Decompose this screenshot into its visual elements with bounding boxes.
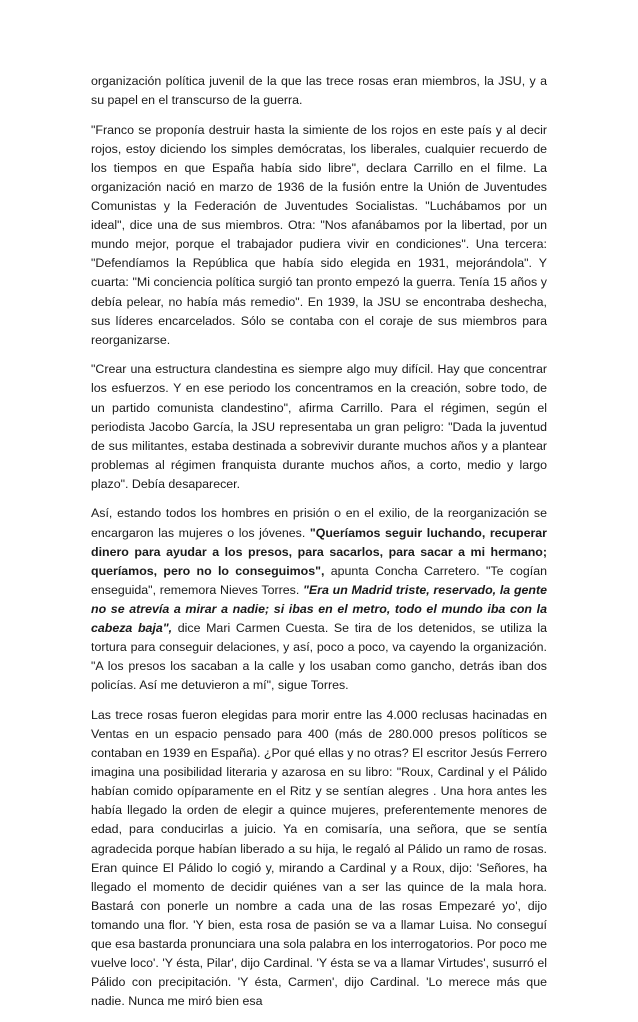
document-body bbox=[91, 72, 547, 1022]
paragraph-4 bbox=[91, 504, 547, 695]
paragraph-text: "Franco se proponía destruir hasta la simiente de los rojos en este país y al decir rojos, estoy diciendo los simples demócratas, los liberales, cualquier recuerdo de los tiempos en que España había sido libre", declara Carrillo en el filme. La organización nació en marzo de 1936 de la fusión entre la Unión de Juventudes Comunistas y la Federación de Juventudes Socialistas. "Luchábamos por un ideal", dice una de sus miembros. Otra: "Nos afanábamos por la libertad, por un mundo mejor, porque el trabajador pudiera vivir en condiciones". Una tercera: "Defendíamos la República que había sido elegida en 1931, mejorándola". Y cuarta: "Mi conciencia política surgió tan pronto empezó la guerra. Tenía 15 años y debía pelear, no había más remedio". En 1939, la JSU se encontraba deshecha, sus líderes encarcelados. Sólo se contaba con el coraje de sus miembros para reorganizarse. bbox=[91, 122, 547, 347]
paragraph-text: Las trece rosas fueron elegidas para morir entre las 4.000 reclusas hacinadas en Ventas en un espacio pensado para 400 (más de 280.000 presos políticos se contaban en 1939 en España). ¿Por qué ellas y no otras? El escritor Jesús Ferrero imagina una posibilidad literaria y azarosa en su libro: "Roux, Cardinal y el Pálido habían comido opíparamente en el Ritz y se sentían alegres . Una hora antes les había llegado la orden de elegir a quince mujeres, preferentemente menores de edad, para conducirlas a juicio. Ya en comisaría, una señora, que se sentía agradecida porque habían liberado a su hija, le regaló al Pálido un ramo de rosas. Eran quince El Pálido lo cogió y, mirando a Cardinal y a Roux, dijo: 'Señores, ha llegado el momento de decidir quiénes van a ser las quince de la mala hora. Bastará con ponerle un nombre a cada una de las rosas Empezaré yo', dijo tomando una flor. 'Y bien, esta rosa de pasión se va a llamar Luisa. No conseguí que esa bastarda pronunciara una sola palabra en los interrogatorios. Por poco me vuelve loco'. 'Y ésta, Pilar', dijo Cardinal. 'Y ésta se va a llamar Virtudes', susurró el Pálido con precipitación. 'Y ésta, Carmen', dijo Cardinal. 'Lo merece más que nadie. Nunca me miró bien esa bbox=[91, 707, 547, 1009]
paragraph-text: "Crear una estructura clandestina es siempre algo muy difícil. Hay que concentrar los esfuerzos. Y en ese periodo los concentramos en la creación, sobre todo, de un partido comunista clandestino", afirma Carrillo. Para el régimen, según el periodista Jacobo García, la JSU representaba un gran peligro: "Dada la juventud de sus militantes, estaba destinada a sobrevivir durante muchos años y a plantear problemas al régimen franquista durante muchos años, a corto, medio y largo plazo". Debía desaparecer. bbox=[91, 362, 547, 491]
paragraph-text: organización política juvenil de la que las trece rosas eran miembros, la JSU, y a su papel en el transcurso de la guerra. bbox=[91, 74, 547, 108]
paragraph-text: dice Mari Carmen Cuesta. Se tira de los detenidos, se utiliza la tortura para conseguir delaciones, y así, poco a poco, va cayendo la organización. "A los presos los sacaban a la calle y los usaban como gancho, detrás iban dos policías. Así me detuvieron a mí", sigue Torres. bbox=[91, 621, 547, 693]
bold-quote: "Queríamos seguir luchando, recuperar dinero para ayudar a los presos, para sacarlos, para sacar a mi hermano; queríamos, pero no lo conseguimos", bbox=[91, 525, 547, 578]
paragraph-3 bbox=[91, 360, 547, 494]
paragraph-text: Así, estando todos los hombres en prisión o en el exilio, de la reorganización se encargaron las mujeres o los jóvenes. bbox=[91, 506, 547, 540]
paragraph-2 bbox=[91, 121, 547, 350]
paragraph-5 bbox=[91, 706, 547, 1012]
paragraph-text: apunta Concha Carretero. "Te cogían enseguida", rememora Nieves Torres. bbox=[91, 563, 548, 597]
paragraph-1 bbox=[91, 72, 547, 110]
bold-italic-quote: "Era un Madrid triste, reservado, la gente no se atrevía a mirar a nadie; si ibas en el metro, todo el mundo iba con la cabeza baja", bbox=[91, 582, 547, 636]
